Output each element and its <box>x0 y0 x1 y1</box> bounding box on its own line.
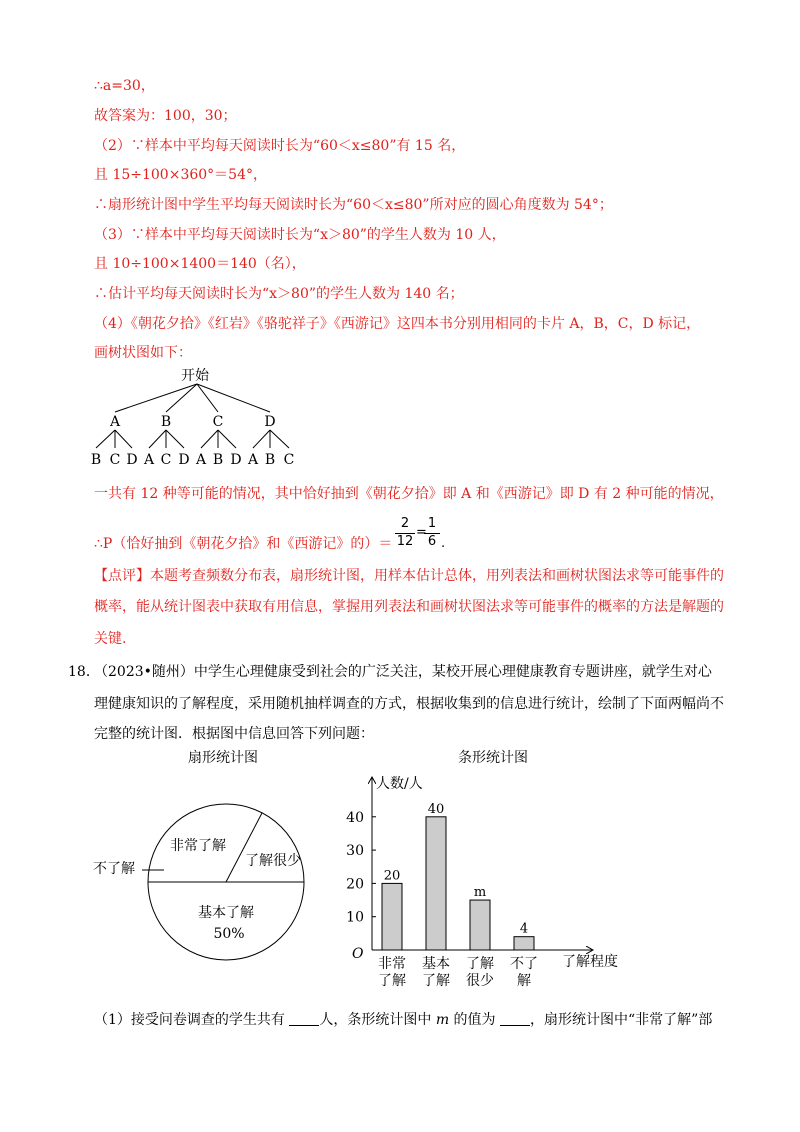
bar-value-label: 20 <box>383 868 401 884</box>
category-label: 非常 <box>378 956 406 972</box>
tree-node-a: A <box>109 414 121 430</box>
bar-title: 条形统计图 <box>458 750 528 766</box>
sub1-mid2: 的值为 <box>449 1012 500 1028</box>
tree-leaf: C <box>160 452 172 468</box>
x-axis-label: 了解程度 <box>562 954 618 970</box>
y-tick-label: 30 <box>346 843 364 860</box>
tree-node-b: B <box>160 414 172 430</box>
category-label: 不了 <box>510 956 538 972</box>
prob-equals: = <box>416 525 427 540</box>
question-line-3: 完整的统计图．根据图中信息回答下列问题： <box>94 726 374 742</box>
pie-label-very: 非常了解 <box>170 838 226 854</box>
tree-leaf: D <box>178 452 190 468</box>
bar <box>514 937 534 950</box>
y-tick-label: 40 <box>346 809 364 826</box>
subquestion-1 <box>94 1010 712 1030</box>
frac2-den: 6 <box>427 534 437 549</box>
frac1-den: 12 <box>396 534 414 549</box>
tree-leaf: B <box>90 452 102 468</box>
category-label: 了解 <box>466 956 494 972</box>
bar-chart <box>330 770 650 992</box>
answer-line-6: （3）∵样本中平均每天阅读时长为“x＞80”的学生人数为 10 人， <box>94 227 506 243</box>
answer-line-9: （4）《朝花夕拾》《红岩》《骆驼祥子》《西游记》这四本书分别用相同的卡片 A，B，C，D 标记， <box>94 316 701 332</box>
tree-diagram <box>80 364 310 470</box>
answer-blank-1[interactable] <box>289 1011 319 1026</box>
sub1-mid3: ，扇形统计图中“非常了解”部 <box>530 1012 713 1028</box>
tree-leaf: D <box>126 452 138 468</box>
question-line-2: 理健康知识的了解程度，采用随机抽样调查的方式，根据收集到的信息进行统计，绘制了下面两幅尚不 <box>94 696 724 712</box>
result-line: 一共有 12 种等可能的情况，其中恰好抽到《朝花夕拾》即 A 和《西游记》即 D 有 2 种可能的情况， <box>94 486 724 502</box>
bar <box>470 900 490 950</box>
category-label: 很少 <box>466 973 494 989</box>
tree-node-d: D <box>264 414 276 430</box>
origin-label: O <box>352 946 364 962</box>
tree-leaf: A <box>247 452 259 468</box>
tree-leaf: D <box>230 452 242 468</box>
answer-line-3: （2）∵样本中平均每天阅读时长为“60＜x≤80”有 15 名， <box>94 138 466 154</box>
answer-line-5: ∴扇形统计图中学生平均每天阅读时长为“60＜x≤80”所对应的圆心角度数为 54°； <box>94 197 613 213</box>
tree-leaf: C <box>109 452 121 468</box>
tree-leaf: A <box>195 452 207 468</box>
bar-value-label: 4 <box>519 921 529 937</box>
tree-leaf: C <box>283 452 295 468</box>
pie-label-none: 不了解 <box>93 861 135 877</box>
question-line-1: （2023•随州）中学生心理健康受到社会的广泛关注，某校开展心理健康教育专题讲座，就学生对心 <box>94 664 712 680</box>
tree-leaf: B <box>212 452 224 468</box>
comment-line-1: 【点评】本题考查频数分布表，扇形统计图，用样本估计总体，用列表法和画树状图法求等可能事件的 <box>94 568 724 584</box>
frac1-num: 2 <box>400 516 410 531</box>
pie-chart <box>80 770 320 970</box>
bar <box>382 883 402 950</box>
tree-node-c: C <box>212 414 224 430</box>
sub1-prefix: （1）接受问卷调查的学生共有 <box>94 1012 290 1028</box>
y-axis-label: 人数/人 <box>376 776 423 792</box>
answer-blank-2[interactable] <box>500 1011 530 1026</box>
answer-line-2: 故答案为：100，30； <box>94 108 237 124</box>
pie-title: 扇形统计图 <box>188 750 258 766</box>
frac2-num: 1 <box>427 516 437 531</box>
comment-line-3: 关键. <box>94 631 127 647</box>
answer-line-7: 且 10÷100×1400＝140（名）， <box>94 256 306 272</box>
pie-label-basic-pct: 50% <box>213 926 245 942</box>
probability-prefix: ∴P（恰好抽到《朝花夕拾》和《西游记》的）＝ <box>94 536 393 552</box>
answer-line-1: ∴a=30， <box>94 78 155 94</box>
pie-label-basic: 基本了解 <box>198 905 254 921</box>
tree-leaf: B <box>264 452 276 468</box>
prob-end: . <box>441 536 446 551</box>
category-label: 了解 <box>378 973 406 989</box>
sub1-mid1: 人，条形统计图中 <box>319 1012 436 1028</box>
comment-line-2: 概率，能从统计图表中获取有用信息，掌握用列表法和画树状图法求等可能事件的概率的方法是解题的 <box>94 599 724 615</box>
answer-line-10: 画树状图如下： <box>94 345 192 361</box>
question-number: 18． <box>68 664 100 680</box>
answer-line-8: ∴估计平均每天阅读时长为“x＞80”的学生人数为 140 名； <box>94 286 464 302</box>
category-label: 解 <box>517 973 531 989</box>
probability-line <box>94 534 392 554</box>
bar <box>426 817 446 950</box>
tree-root: 开始 <box>181 368 209 384</box>
bar-value-label: 40 <box>427 801 445 817</box>
pie-label-little: 了解很少 <box>245 853 301 869</box>
category-label: 了解 <box>422 973 450 989</box>
sub1-m: m <box>435 1012 450 1028</box>
bar-value-label: m <box>473 885 487 901</box>
y-tick-label: 20 <box>346 876 364 893</box>
y-tick-label: 10 <box>346 909 364 926</box>
tree-leaf: A <box>143 452 155 468</box>
category-label: 基本 <box>422 956 450 972</box>
answer-line-4: 且 15÷100×360°＝54°， <box>94 167 267 183</box>
